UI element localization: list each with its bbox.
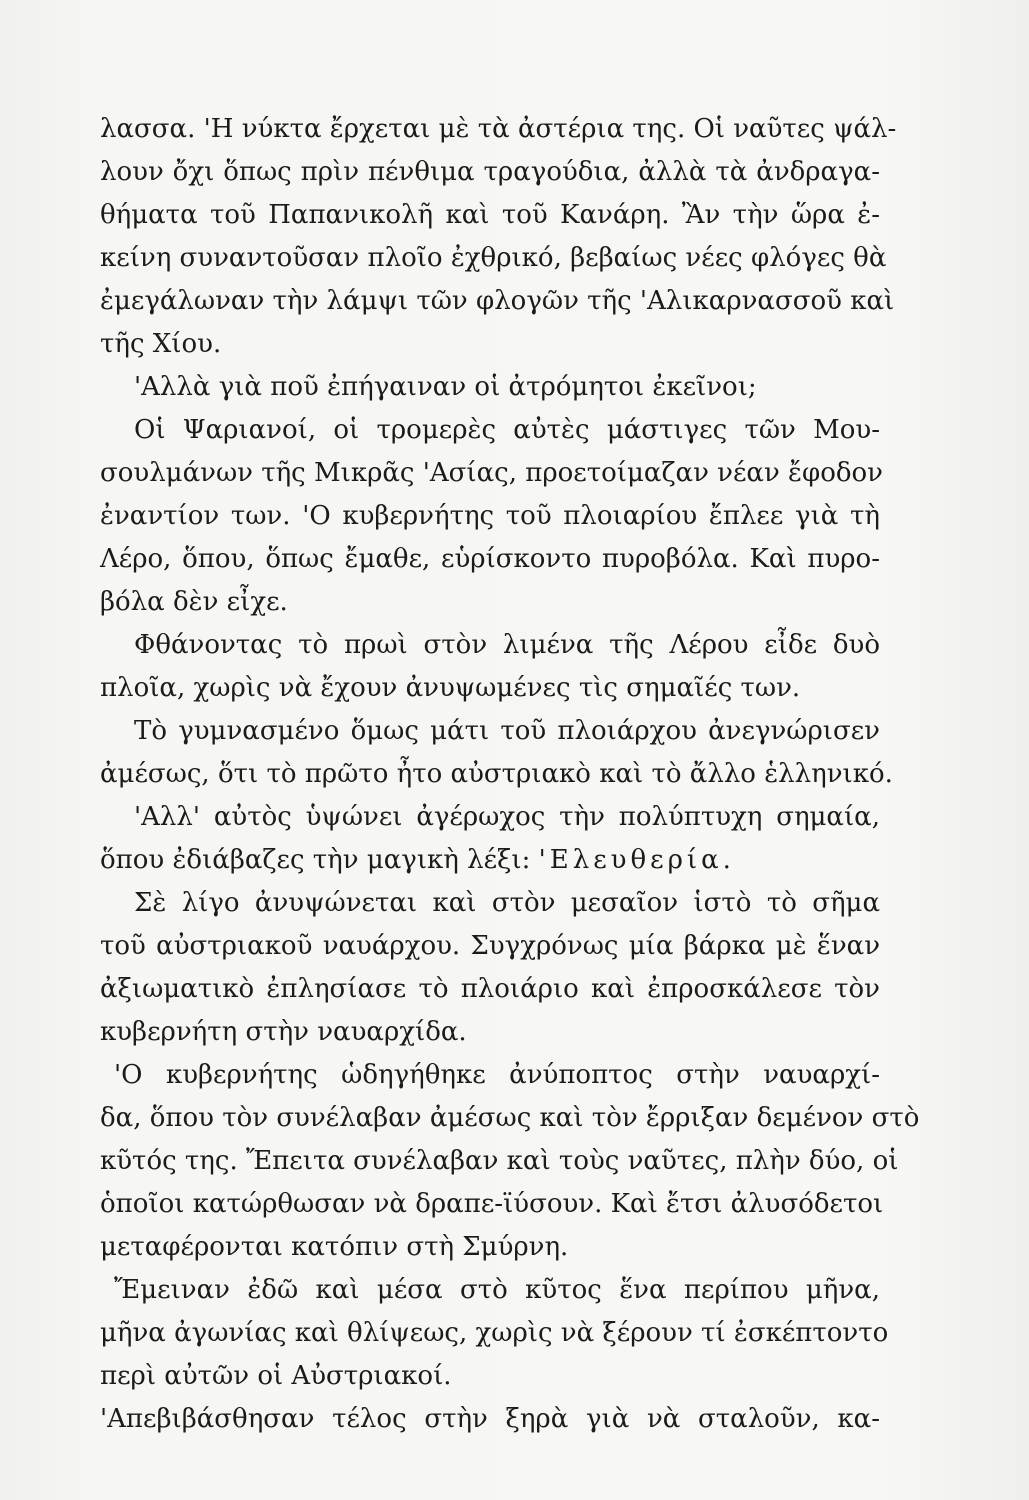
- text-line: κυβερνήτη στὴν ναυαρχίδα.: [100, 1017, 467, 1047]
- text-line: κῦτός της. Ἔπειτα συνέλαβαν καὶ τοὺς ναῦτες, πλὴν δύο, οἱ: [100, 1146, 899, 1176]
- text-line: 'Αλλ' αὐτὸς ὑψώνει ἀγέρωχος τὴν πολύπτυχη σημαία,: [134, 802, 880, 832]
- text-line: Τὸ γυμνασμένο ὅμως μάτι τοῦ πλοιάρχου ἀνεγνώρισεν: [134, 716, 880, 746]
- text-line: 'Ο κυβερνήτης ὡδηγήθηκε ἀνύποπτος στὴν ναυαρχί-: [114, 1060, 880, 1090]
- text-line: Οἱ Ψαριανοί, οἱ τρομερὲς αὐτὲς μάστιγες τῶν Μου-: [134, 415, 880, 445]
- text-line: Λέρο, ὅπου, ὅπως ἔμαθε, εὑρίσκοντο πυροβόλα. Καὶ πυρο-: [100, 544, 880, 574]
- text-line: [100, 839, 880, 882]
- text-line: Σὲ λίγο ἀνυψώνεται καὶ στὸν μεσαῖον ἱστὸ τὸ σῆμα: [134, 888, 880, 918]
- text-line: τῆς Χίου.: [100, 329, 222, 359]
- text-line: ἐναντίον των. 'Ο κυβερνήτης τοῦ πλοιαρίου ἔπλεε γιὰ τὴ: [100, 501, 880, 531]
- text-line-start: ὅπου ἐδιάβαζες τὴν μαγικὴ λέξι:: [100, 845, 539, 875]
- text-line: τοῦ αὐστριακοῦ ναυάρχου. Συγχρόνως μία βάρκα μὲ ἕναν: [100, 931, 880, 961]
- text-line: μῆνα ἀγωνίας καὶ θλίψεως, χωρὶς νὰ ξέρουν τί ἐσκέπτοντο: [100, 1318, 889, 1348]
- text-line: μεταφέρονται κατόπιν στὴ Σμύρνη.: [100, 1232, 569, 1262]
- text-line: ἀμέσως, ὅτι τὸ πρῶτο ἦτο αὐστριακὸ καὶ τὸ ἄλλο ἑλληνικό.: [100, 759, 893, 789]
- text-line: 'Απεβιβάσθησαν τέλος στὴν ξηρὰ γιὰ νὰ σταλοῦν, κα-: [100, 1404, 880, 1434]
- text-line: ἀξιωματικὸ ἐπλησίασε τὸ πλοιάριο καὶ ἐπροσκάλεσε τὸν: [100, 974, 880, 1004]
- text-line: κείνη συναντοῦσαν πλοῖο ἐχθρικό, βεβαίως νέες φλόγες θὰ: [100, 243, 887, 273]
- text-line: θήματα τοῦ Παπανικολῆ καὶ τοῦ Κανάρη. Ἂν τὴν ὥρα ἐ-: [100, 200, 880, 230]
- text-line: ὁποῖοι κατώρθωσαν νὰ δραπε-ϊύσουν. Καὶ ἔτσι ἀλυσόδετοι: [100, 1189, 884, 1219]
- text-line: ἐμεγάλωναν τὴν λάμψι τῶν φλογῶν τῆς 'Αλικαρνασσοῦ καὶ: [100, 286, 895, 316]
- text-line: σουλμάνων τῆς Μικρᾶς 'Ασίας, προετοίμαζαν νέαν ἔφοδον: [100, 458, 883, 488]
- text-line: Φθάνοντας τὸ πρωὶ στὸν λιμένα τῆς Λέρου εἶδε δυὸ: [134, 630, 880, 660]
- text-line: βόλα δὲν εἶχε.: [100, 587, 288, 617]
- text-line: 'Αλλὰ γιὰ ποῦ ἐπήγαιναν οἱ ἀτρόμητοι ἐκεῖνοι;: [134, 372, 757, 402]
- text-line: δα, ὅπου τὸν συνέλαβαν ἀμέσως καὶ τὸν ἔρριξαν δεμένον στὸ: [100, 1103, 920, 1133]
- spaced-word: 'Ελευθερία.: [538, 845, 735, 875]
- text-line: λουν ὄχι ὅπως πρὶν πένθιμα τραγούδια, ἀλλὰ τὰ ἀνδραγα-: [100, 157, 880, 187]
- text-line: Ἔμειναν ἐδῶ καὶ μέσα στὸ κῦτος ἕνα περίπου μῆνα,: [114, 1275, 880, 1305]
- text-line: λασσα. 'Η νύκτα ἔρχεται μὲ τὰ ἀστέρια της. Οἱ ναῦτες ψάλ-: [100, 114, 897, 144]
- text-line: περὶ αὐτῶν οἱ Αὐστριακοί.: [100, 1361, 452, 1391]
- text-line: πλοῖα, χωρὶς νὰ ἔχουν ἀνυψωμένες τὶς σημαῖές των.: [100, 673, 801, 703]
- body-text: [100, 108, 920, 1441]
